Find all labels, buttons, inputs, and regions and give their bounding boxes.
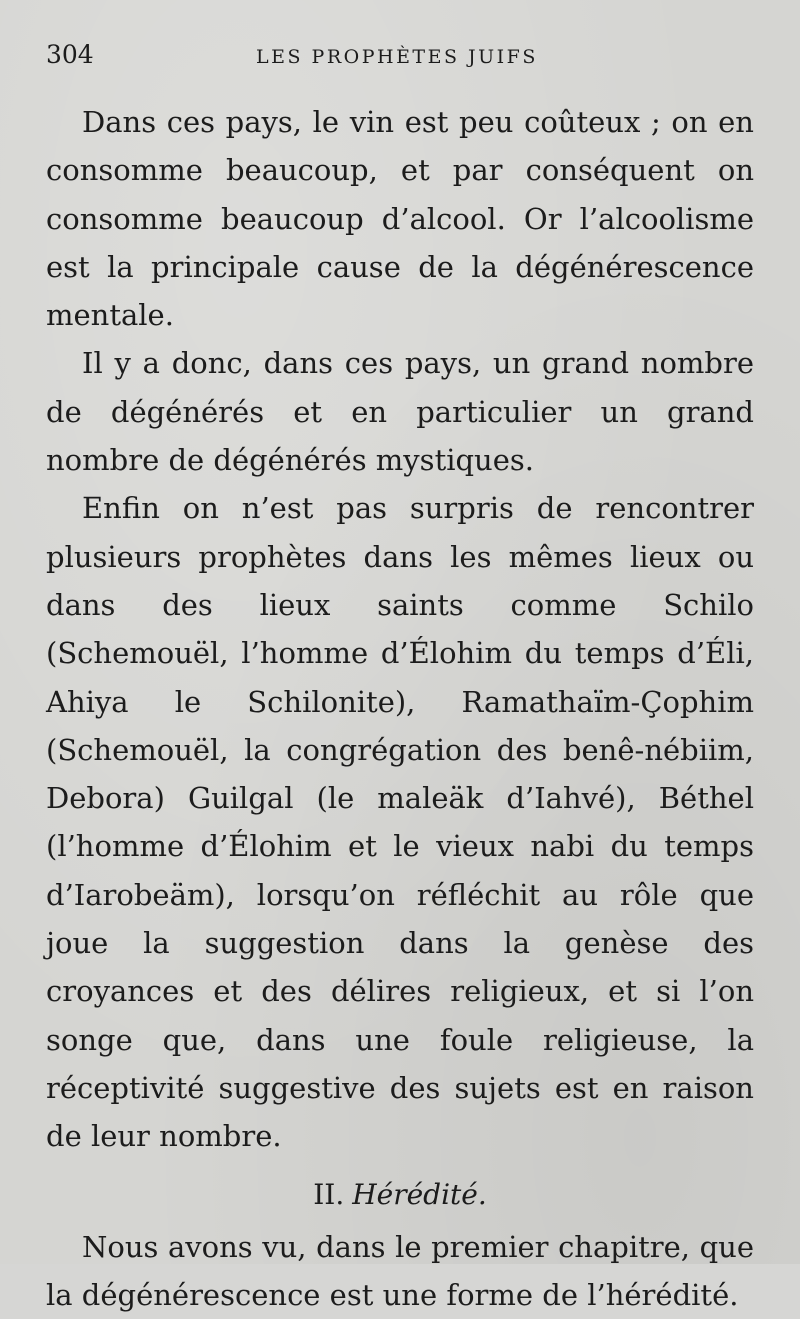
page-header	[46, 38, 752, 78]
page-number: 304	[46, 40, 94, 69]
body-text	[46, 98, 754, 1319]
running-head: LES PROPHÈTES JUIFS	[256, 46, 538, 68]
paragraph-1: Dans ces pays, le vin est peu coûteux ; on en consomme beaucoup, et par conséquent on consomme beaucoup d’alcool. Or l’alcoolisme est la principale cause de la dégénérescence mentale.	[46, 105, 754, 333]
section-heading	[46, 1171, 754, 1219]
paragraph-2: Il y a donc, dans ces pays, un grand nombre de dégénérés et en particulier un grand nombre de dégénérés mystiques.	[46, 346, 754, 478]
paragraph-3: Enfin on n’est pas surpris de rencontrer plusieurs prophètes dans les mêmes lieux ou dans des lieux saints comme Schilo (Schemouël, l’homme d’Élohim du temps d’Éli, Ahiya le Schilonite), Ramathaïm-Çophim (Schemouël, la congrégation des benê-nébiim, Debora) Guilgal (le maleäk d’Iahvé), Béthel (l’homme d’Élohim et le vieux nabi du temps d’Iarobeäm), lorsqu’on réfléchit au rôle que joue la suggestion dans la genèse des croyances et des délires religieux, et si l’on songe que, dans une foule religieuse, la réceptivité suggestive des sujets est en raison de leur nombre.	[46, 491, 754, 1154]
section-numeral: II.	[313, 1177, 345, 1211]
paragraph-4: Nous avons vu, dans le premier chapitre, que la dégénérescence est une forme de l’hérédité.	[46, 1229, 754, 1313]
section-title: Hérédité.	[352, 1177, 487, 1211]
